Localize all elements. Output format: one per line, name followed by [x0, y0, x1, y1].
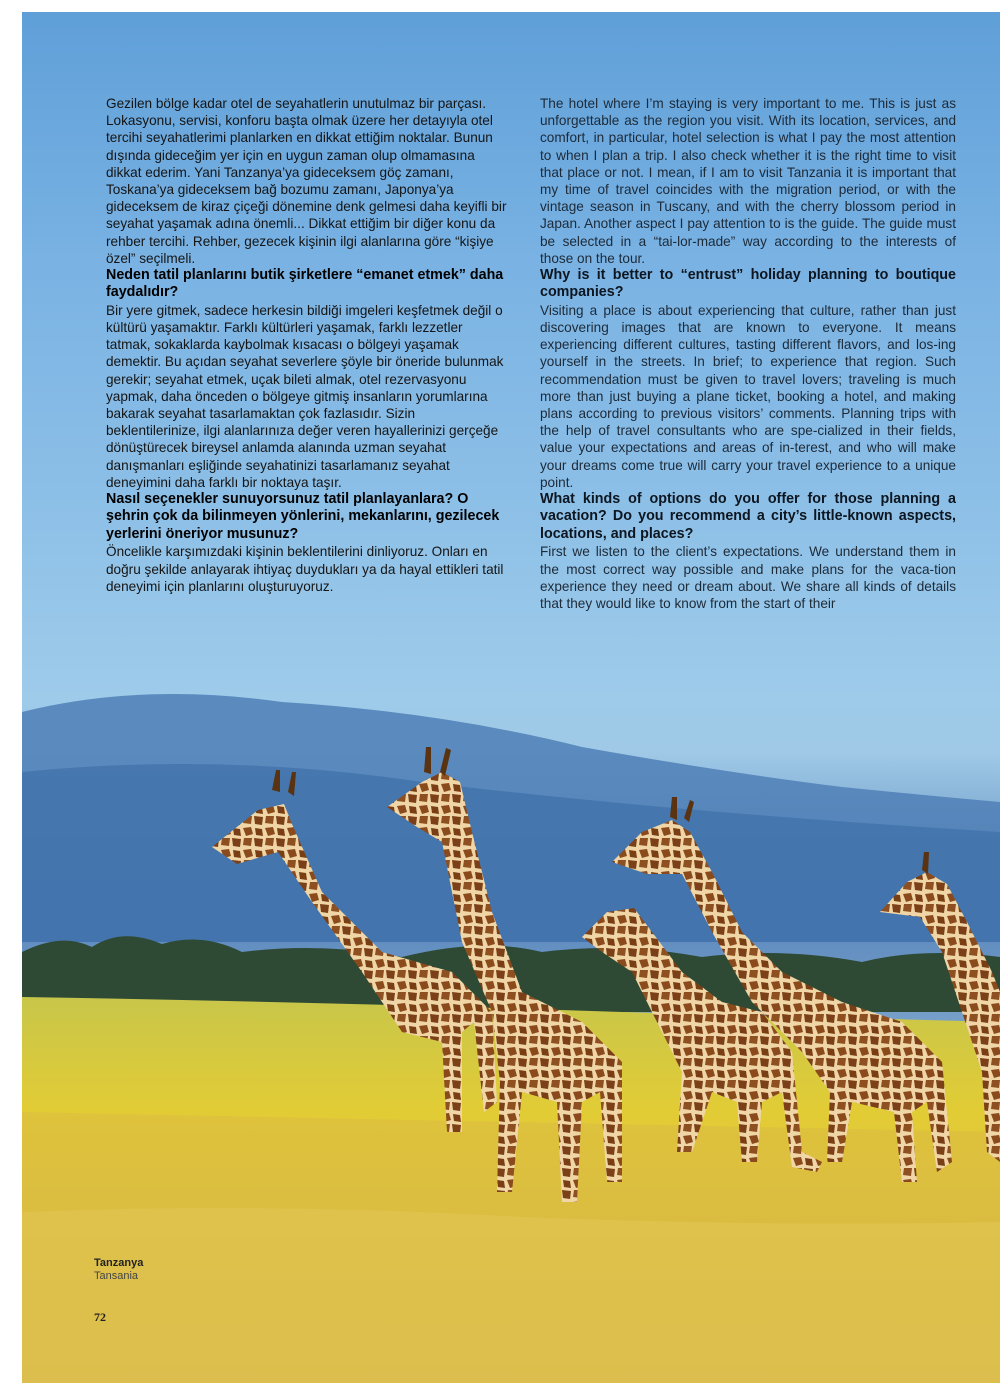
paragraph: The hotel where I’m staying is very important to me. This is just as unforgettable as the region you visit. With its location, services, and comfort, in particular, hotel selection is what I pay the most attention to when I plan a trip. I also check whether it is the right time to visit that place or not. I mean, if I am to visit Tanzania it is important that my time of travel coincides with the migration period, or with the vintage season in Tuscany, and with the cherry blossom period in Japan. Another aspect I pay attention to is the guide. The guide must be selected in a “tai-lor-made” way according to the interests of those on the tour. [540, 96, 956, 266]
interview-question: Why is it better to “entrust” holiday planning to boutique companies? [540, 267, 956, 301]
caption-title: Tanzanya [94, 1257, 144, 1269]
photo-caption [94, 1257, 143, 1283]
paragraph: First we listen to the client’s expectations. We understand them in the most correct way possible and make plans for the vaca-tion experience they need or dream about. We share all kinds of details that they would like to know from the start of their [540, 544, 956, 611]
interview-question: Nasıl seçenekler sunuyorsunuz tatil planlayanlara? O şehrin çok da bilinmeyen yönlerini, mekanlarını, gezilecek yerlerini öneriyor musunuz? [106, 491, 500, 542]
paragraph: Bir yere gitmek, sadece herkesin bildiği imgeleri keşfetmek değil o kültürü yaşamaktır. Farklı kültürleri yaşamak, farklı lezzetler tatmak, sokaklarda kaybolmak kısacası o bölgeyi yaşamak demektir. Bu açıdan seyahat severlere şöyle bir öneride bulunmak gerekir; seyahat etmek, uçak bileti almak, otel rezervasyonu yapmak, daha önceden o bölgeye gitmiş insanların yorumlarına bakarak seyahat tasarlamaktan çok fazlasıdır. Sizin beklentilerinize, ilgi alanlarınıza değer veren hayallerinizi gerçeğe dönüştürecek bireysel anlamda alanında uzman seyahat danışmanları eşliğinde seyahatinizi tasarlamanız seyahat deneyimini daha farklı bir noktaya taşır. [106, 302, 504, 490]
magazine-page [22, 12, 1000, 1383]
paragraph: Gezilen bölge kadar otel de seyahatlerin unutulmaz bir parçası. Lokasyonu, servisi, konforu başta olmak üzere her detayıyla otel tercihi seyahatlerimi planlarken en dikkat ettiğim noktalar. Bunun dışında gideceğim yer için en uygun zaman olup olmamasına dikkat ederim. Yani Tanzanya’ya gideceksem göç zamanı, Toskana’ya gideceksem bağ bozumu zamanı, Japonya’ya gideceksem de kiraz çiçeği dönemine denk gelmesi daha keyifli bir seyahat yaşamak adına önemli... Dikkat ettiğim bir diğer konu da rehber tercihi. Rehber, gezecek kişinin ilgi alanlarına göre “kişiye özel” seçilmeli. [106, 96, 507, 266]
paragraph: Öncelikle karşımızdaki kişinin beklentilerini dinliyoruz. Onları en doğru şekilde anlayarak ihtiyaç duydukları ya da hayal ettikleri tatil deneyimi için planlarını oluşturuyoruz. [106, 544, 504, 594]
page-number: 72 [94, 1310, 106, 1324]
interview-question: Neden tatil planlarını butik şirketlere “emanet etmek” daha faydalıdır? [106, 267, 504, 301]
turkish-text-column [106, 95, 508, 595]
caption-subtitle: Tansania [94, 1270, 139, 1282]
paragraph: Visiting a place is about experiencing that culture, rather than just discovering images that are known to everyone. It means experiencing different cultures, tasting different flavors, and los-ing yourself in the streets. In brief; to experience that region. Such recommendation must be given to travel lovers; traveling is much more than just buying a plane ticket, booking a hotel, and making plans according to previous visitors’ comments. Planning trips with the help of travel consultants who are spe-cialized in their fields, value your expectations and areas of in-terest, and who will make your dreams come true will carry your travel experience to a unique point. [540, 302, 956, 490]
interview-question: What kinds of options do you offer for those planning a vacation? Do you recommend a city’s little-known aspects, locations, and places? [540, 491, 956, 542]
english-text-column [540, 95, 956, 612]
